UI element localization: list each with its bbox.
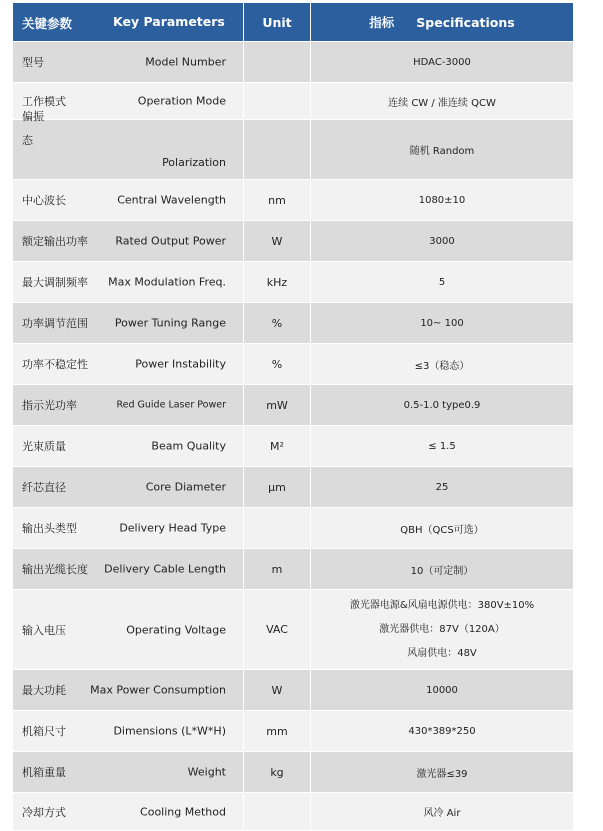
- unit-cell: [244, 508, 311, 549]
- spec-cell: 25: [311, 467, 574, 508]
- param-en: Operation Mode: [137, 94, 226, 108]
- param-en: Polarization: [162, 156, 226, 169]
- table-row: [13, 221, 574, 262]
- spec-cell: 5: [311, 262, 574, 303]
- unit-cell: kg: [244, 752, 311, 793]
- spec-cell: 3000: [311, 221, 574, 262]
- spec-cell: QBH（QCS可选）: [311, 508, 574, 549]
- unit-cell: W: [244, 670, 311, 711]
- unit-header: Unit: [244, 3, 311, 42]
- spec-cell: 1080±10: [311, 180, 574, 221]
- param-cn: 输入电压: [22, 623, 66, 637]
- param-en: Red Guide Laser Power: [116, 399, 226, 411]
- param-en: Core Diameter: [145, 480, 226, 494]
- table-row: [13, 344, 574, 385]
- spec-line: 激光器供电：87V（120A）: [379, 623, 505, 635]
- unit-cell: %: [244, 344, 311, 385]
- specifications-header-en: Specifications: [416, 15, 515, 30]
- spec-cell: 激光器≤39: [311, 752, 574, 793]
- specifications-header-cn: 指标: [369, 15, 395, 30]
- table-header-row: [13, 3, 574, 42]
- param-cell: [13, 549, 244, 590]
- table-row: [13, 793, 574, 831]
- spec-cell: ≤ 1.5: [311, 426, 574, 467]
- spec-cell: 0.5-1.0 type0.9: [311, 385, 574, 426]
- table-row: [13, 180, 574, 221]
- table-row: [13, 120, 574, 180]
- table-row: [13, 590, 574, 670]
- spec-cell: 10000: [311, 670, 574, 711]
- param-cell: [13, 467, 244, 508]
- param-cn: 光束质量: [22, 440, 66, 453]
- param-cn: 中心波长: [22, 194, 66, 207]
- param-en: Model Number: [145, 55, 226, 69]
- param-en: Power Instability: [135, 357, 226, 371]
- param-cell: [13, 83, 244, 120]
- param-en: Power Tuning Range: [114, 316, 226, 330]
- param-cn: 机箱重量: [22, 766, 66, 779]
- spec-cell: ≤3（稳态）: [311, 344, 574, 385]
- unit-cell: VAC: [244, 590, 311, 670]
- param-en: Beam Quality: [151, 439, 226, 453]
- spec-cell: 430*389*250: [311, 711, 574, 752]
- key-parameters-header-cn: 关键参数: [22, 16, 73, 31]
- param-cell: [13, 180, 244, 221]
- param-en: Central Wavelength: [117, 193, 226, 207]
- spec-cell: 随机 Random: [311, 120, 574, 180]
- param-cell: [13, 711, 244, 752]
- table-row: [13, 670, 574, 711]
- param-cn: 功率不稳定性: [22, 358, 88, 371]
- param-cn: 输出光缆长度: [22, 563, 88, 576]
- param-en: Weight: [187, 765, 226, 779]
- table-row: [13, 262, 574, 303]
- param-en: Max Power Consumption: [90, 683, 226, 697]
- param-cn: 指示光功率: [22, 399, 77, 412]
- table-row: [13, 42, 574, 83]
- param-cell: [13, 385, 244, 426]
- spec-cell: HDAC-3000: [311, 42, 574, 83]
- param-en: Cooling Method: [140, 805, 226, 818]
- unit-cell: m: [244, 549, 311, 590]
- param-cell: [13, 752, 244, 793]
- param-cell: [13, 221, 244, 262]
- unit-cell: [244, 42, 311, 83]
- param-cell: [13, 508, 244, 549]
- param-cn: 最大调制频率: [22, 276, 88, 289]
- param-cell: [13, 590, 244, 670]
- param-cn: 输出头类型: [22, 522, 77, 535]
- unit-cell: [244, 120, 311, 180]
- param-cn: 机箱尺寸: [22, 725, 66, 738]
- param-cn: 额定输出功率: [22, 235, 88, 248]
- param-cn: 冷却方式: [22, 805, 66, 819]
- unit-cell: μm: [244, 467, 311, 508]
- unit-cell: [244, 793, 311, 831]
- param-cn-line1: 偏振: [22, 109, 44, 123]
- spec-cell: 连续 CW / 准连续 QCW: [311, 83, 574, 120]
- table-row: [13, 426, 574, 467]
- param-en: Operating Voltage: [126, 623, 226, 636]
- specifications-header: [311, 3, 574, 42]
- param-en: Delivery Cable Length: [104, 562, 226, 576]
- param-en: Delivery Head Type: [119, 521, 226, 535]
- table-row: [13, 508, 574, 549]
- param-cell: [13, 109, 244, 180]
- spec-cell: 风冷 Air: [311, 793, 574, 831]
- table-row: [13, 711, 574, 752]
- spec-cell: 10（可定制）: [311, 549, 574, 590]
- spec-cell: 10~ 100: [311, 303, 574, 344]
- spec-table: [12, 2, 574, 831]
- param-cell: [13, 426, 244, 467]
- unit-cell: kHz: [244, 262, 311, 303]
- param-en: Rated Output Power: [115, 234, 226, 248]
- unit-cell: M²: [244, 426, 311, 467]
- param-cn: 功率调节范围: [22, 317, 88, 330]
- param-cn: 最大功耗: [22, 684, 66, 697]
- param-cell: [13, 303, 244, 344]
- param-cn: 型号: [22, 56, 44, 69]
- param-cn: 工作模式: [22, 95, 66, 108]
- unit-cell: nm: [244, 180, 311, 221]
- table-row: [13, 549, 574, 590]
- unit-cell: [244, 83, 311, 120]
- unit-cell: mm: [244, 711, 311, 752]
- param-cell: [13, 42, 244, 83]
- table-row: [13, 752, 574, 793]
- param-cn-line2: 态: [22, 133, 33, 147]
- key-parameters-header: [13, 3, 244, 42]
- spec-line: 风扇供电：48V: [407, 647, 477, 659]
- param-cell: [13, 262, 244, 303]
- param-cell: [13, 793, 244, 831]
- table-row: [13, 385, 574, 426]
- param-en: Max Modulation Freq.: [108, 275, 226, 289]
- unit-cell: %: [244, 303, 311, 344]
- table-row: [13, 303, 574, 344]
- spec-line: 激光器电源&风扇电源供电：380V±10%: [349, 599, 535, 611]
- unit-cell: mW: [244, 385, 311, 426]
- unit-cell: W: [244, 221, 311, 262]
- key-parameters-header-en: Key Parameters: [113, 14, 225, 29]
- table-row: [13, 83, 574, 120]
- param-cn: 纤芯直径: [22, 481, 66, 494]
- param-en: Dimensions (L*W*H): [113, 724, 226, 738]
- spec-cell: [311, 590, 574, 670]
- param-cell: [13, 344, 244, 385]
- table-row: [13, 467, 574, 508]
- param-cell: [13, 670, 244, 711]
